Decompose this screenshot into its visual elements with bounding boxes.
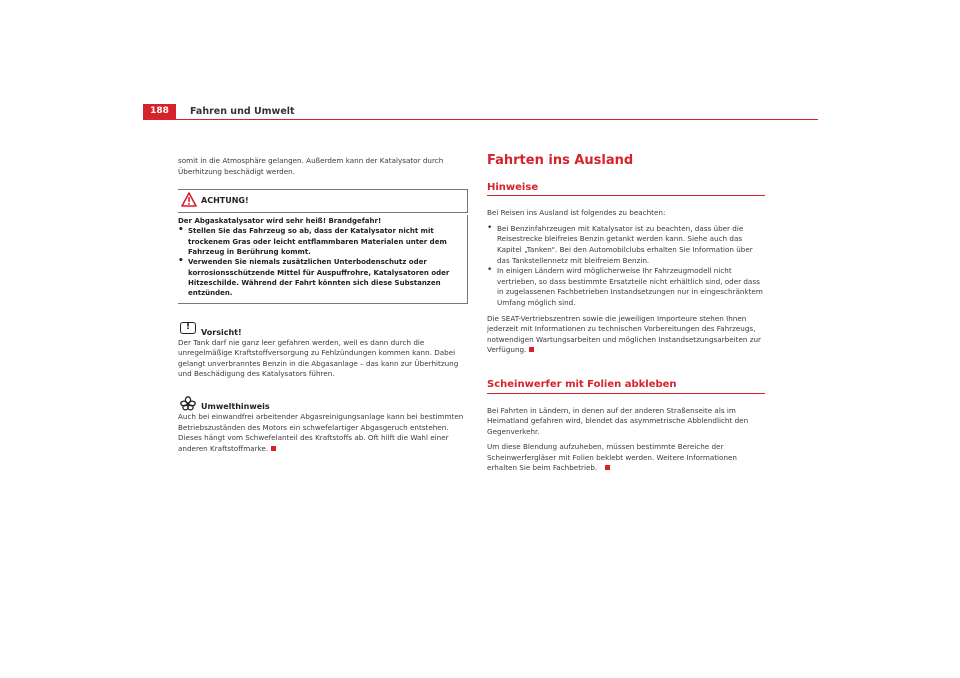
caution-icon: ! [180,322,196,334]
page-header-title: Fahren und Umwelt [190,106,295,117]
hinweise-bullet-2: • In einigen Ländern wird möglicherweise Ihr Fahrzeugmodell nicht vertrieben, so dass bestimmte Ersatzteile nicht erhältlich sind, oder dass in zugelassenen Fachbetrieben Instandsetzungen nur in eingeschränktem Umfang möglich sind. [487,266,765,308]
caution-header [178,322,468,338]
right-column [487,153,765,474]
warning-header [178,189,468,213]
environment-header [178,396,468,412]
section-hinweise-title: Hinweise [487,183,765,197]
end-of-section-icon [605,465,610,470]
hinweise-intro: Bei Reisen ins Ausland ist folgendes zu beachten: [487,208,666,218]
environment-title: Umwelthinweis [201,401,270,411]
environment-text [178,412,468,454]
warning-bullet-2: • Verwenden Sie niemals zusätzlichen Unterbodenschutz oder korrosionsschützende Mittel für Auspuffrohre, Katalysatoren oder Hitzeschilde. Während der Fahrt könnten sich diese Substanzen entzünden. [178,257,463,298]
caution-text: Der Tank darf nie ganz leer gefahren werden, weil es dann durch die unregelmäßige Kraftstoffversorgung zu Fehlzündungen kommen kann. Dabei gelangt unverbranntes Benzin in die Abgasanlage – das kann zur Überhitzung und Beschädigung des Katalysators führen. [178,337,459,379]
header-divider [143,119,818,120]
warning-body [178,215,468,303]
hinweise-bullet-1: • Bei Benzinfahrzeugen mit Katalysator ist zu beachten, dass über die Reisestrecke bleifreies Benzin getankt werden kann. Siehe auch das Kapitel „Tanken“. Bei den Automobilclubs erhalten Sie Information über das Tankstellennetz mit bleifreiem Benzin. [487,224,765,266]
hinweise-closing [487,314,765,356]
section-scheinwerfer-title: Scheinwerfer mit Folien abkleben [487,380,765,394]
warning-box [178,189,468,303]
main-section-title: Fahrten ins Ausland [487,153,634,168]
intro-paragraph: somit in die Atmosphäre gelangen. Außerdem kann der Katalysator durch Überhitzung beschädigt werden. [178,156,444,176]
end-of-section-icon [529,347,534,352]
hinweise-closing-text: Die SEAT-Vertriebszentren sowie die jeweiligen Importeure stehen Ihnen jederzeit mit Informationen zu technischen Vorbereitungen des Fahrzeugs, notwendigen Wartungsarbeiten und möglichen Instandsetzungsarbeiten zur Verfügung. [487,313,761,355]
left-column [178,156,468,454]
warning-lead: Der Abgaskatalysator wird sehr heiß! Brandgefahr! [178,217,382,226]
environment-text-body: Auch bei einwandfrei arbeitender Abgasreinigungsanlage kann bei bestimmten Betriebszuständen des Motors ein schwefelartiger Abgasgeruch entstehen. Dieses hängt vom Schwefelanteil des Kraftstoffs ab. Oft hilft die Wahl einer anderen Kraftstoffmarke. [178,411,464,453]
scheinwerfer-paragraph-2-text: Um diese Blendung aufzuheben, müssen bestimmte Bereiche der Scheinwerfergläser mit Folien beklebt werden. Weitere Informationen erhalten Sie beim Fachbetrieb. [487,442,737,473]
end-of-section-icon [271,446,276,451]
warning-triangle-icon [181,192,197,207]
environment-leaf-icon [180,396,196,411]
page-number: 188 [143,104,176,119]
scheinwerfer-paragraph-1: Bei Fahrten in Ländern, in denen auf der anderen Straßenseite als im Heimatland gefahren wird, blendet das asymmetrische Abblendlicht den Gegenverkehr. [487,405,749,436]
caution-title: Vorsicht! [201,327,242,337]
scheinwerfer-paragraph-2 [487,442,765,474]
warning-bullet-1: • Stellen Sie das Fahrzeug so ab, dass der Katalysator nicht mit trockenem Gras oder leicht entflammbaren Materialen unter dem Fahrzeug in Berührung kommt. [178,226,463,257]
warning-title: ACHTUNG! [201,196,249,206]
